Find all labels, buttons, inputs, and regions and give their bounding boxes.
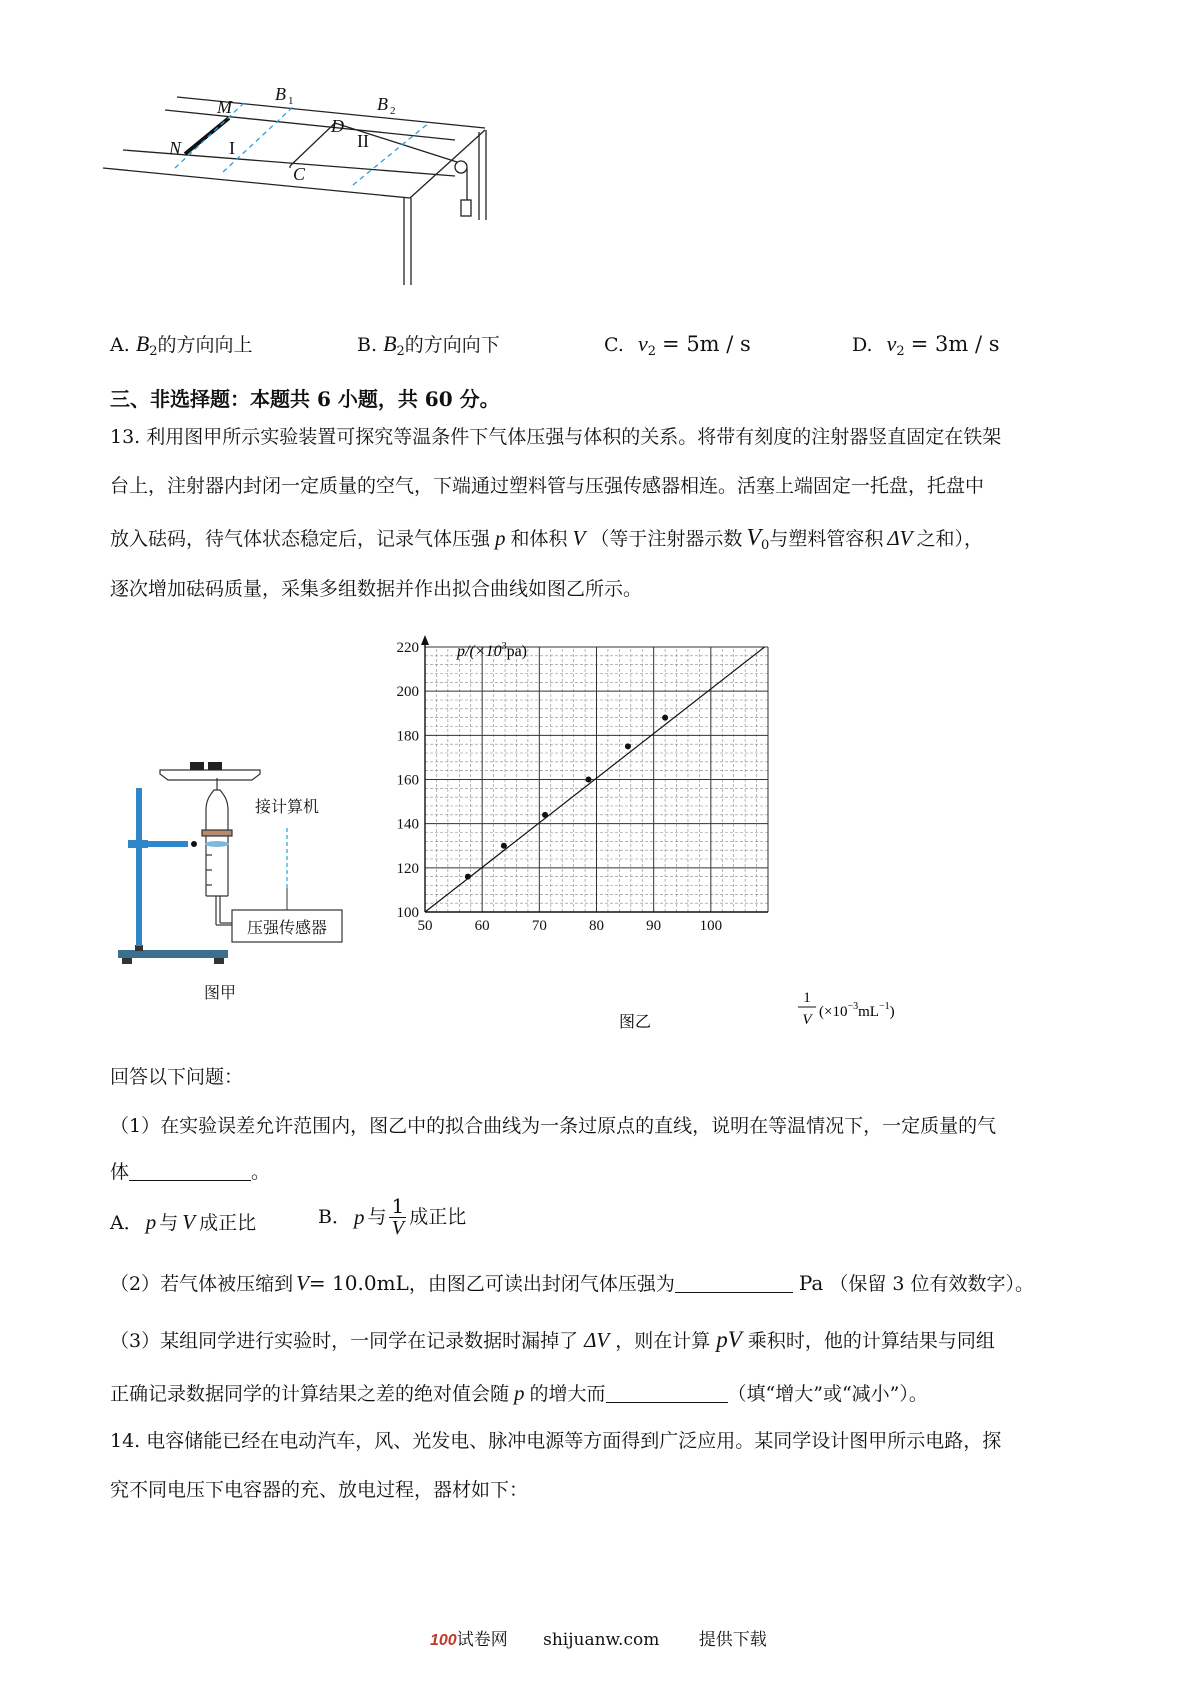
label-B1-sub: 1	[288, 95, 294, 107]
chart-y-label: $p/(\times 10^3pa)$	[457, 641, 528, 660]
chart-ticks	[397, 640, 723, 934]
computer-label: 接计算机	[254, 799, 320, 816]
y-tick-label: 160	[396, 772, 419, 789]
x-tick-label: 50	[417, 918, 433, 934]
x-tick-label: 100	[699, 918, 723, 934]
x-tick-label: 90	[646, 918, 662, 934]
answer-intro: 回答以下问题：	[110, 1066, 244, 1088]
chart-x-label	[798, 990, 895, 1028]
footer-tail: 提供下载	[698, 1630, 767, 1650]
data-point	[625, 743, 631, 749]
svg-text:(×10−3mL−1): $(\times 10^{-3}mL^{-1})$	[819, 1001, 895, 1020]
label-B2-sub: 2	[390, 105, 396, 117]
y-tick-label: 140	[396, 816, 419, 833]
q13-sub3-line-2: 正确记录数据同学的计算结果之差的绝对值会随 p 的增大而 （填“增大”或“减小”）。	[110, 1381, 928, 1405]
pressure-chart	[395, 635, 935, 1035]
q14-line-2: 究不同电压下电容器的充、放电过程，器材如下：	[110, 1479, 529, 1501]
q13-line-1: 13. 利用图甲所示实验装置可探究等温条件下气体压强与体积的关系。将带有刻度的注射器竖直固定在铁架	[110, 426, 1002, 448]
label-region-1: I	[229, 138, 235, 158]
footer-logo: 100	[430, 1632, 457, 1649]
q13-line-3: 放入砝码，待气体状态稳定后，记录气体压强 p 和体积 V （等于注射器示数 $V_0$与塑料管容积 ΔV 之和），	[110, 525, 984, 553]
x-tick-label: 60	[474, 918, 490, 934]
chart-axes	[421, 635, 768, 912]
option-a[interactable]: A. $B_2$的方向向上	[110, 331, 253, 359]
y-axis-arrow	[421, 635, 429, 645]
q13-sub2: （2）若气体被压缩到 V= 10.0mL，由图乙可读出封闭气体压强为 Pa （保留 3 位有效数字）。	[110, 1271, 1034, 1295]
x-tick-label: 70	[531, 918, 547, 934]
y-tick-label: 100	[396, 905, 419, 921]
q14-line-1: 14. 电容储能已经在电动汽车，风、光发电、脉冲电源等方面得到广泛应用。某同学设计图甲所示电路，探	[110, 1430, 1002, 1452]
label-B1: B	[275, 84, 286, 104]
apparatus-figure	[110, 760, 380, 1010]
data-point	[465, 874, 471, 880]
x-tick-label: 80	[589, 918, 604, 934]
footer-name: 试卷网	[456, 1630, 508, 1650]
svg-text:1: 1	[803, 990, 811, 1006]
label-region-2: II	[357, 131, 369, 151]
q13-line-4: 逐次增加砝码质量，采集多组数据并作出拟合曲线如图乙所示。	[110, 578, 643, 600]
label-D: D	[331, 116, 344, 136]
answer-blank-1[interactable]	[129, 1162, 251, 1181]
option-d[interactable]: D. $v_2 = 3m / s$	[852, 331, 1000, 359]
y-tick-label: 200	[396, 684, 419, 701]
answer-blank-3[interactable]	[606, 1384, 728, 1403]
svg-text:V: V	[802, 1012, 812, 1028]
data-point	[501, 843, 507, 849]
q13-line-2: 台上，注射器内封闭一定质量的空气，下端通过塑料管与压强传感器相连。活塞上端固定一托盘，托盘中	[110, 475, 985, 497]
label-C: C	[293, 164, 306, 184]
q13-option-b[interactable]: B． p 与 $\frac{1}{V}$ 成正比	[318, 1194, 467, 1239]
y-tick-label: 220	[396, 640, 419, 656]
chart-caption: 图乙	[618, 1014, 652, 1031]
option-b[interactable]: B. $B_2$的方向向下	[357, 331, 500, 359]
footer	[430, 1625, 767, 1650]
figure-jia-caption: 图甲	[203, 985, 237, 1002]
option-c[interactable]: C. $v_2 = 5m / s$	[604, 331, 751, 359]
y-tick-label: 180	[396, 728, 419, 745]
data-point	[542, 812, 548, 818]
y-tick-label: 120	[396, 860, 419, 877]
data-point	[585, 777, 591, 783]
label-N: N	[169, 138, 182, 158]
rails-figure	[95, 80, 515, 290]
answer-blank-2[interactable]	[675, 1274, 793, 1293]
q13-sub3-line-1: （3）某组同学进行实验时，一同学在记录数据时漏掉了 ΔV ，则在计算 pV 乘积时，他的计算结果与同组	[110, 1327, 995, 1352]
data-point	[662, 715, 668, 721]
label-B2: B	[377, 94, 388, 114]
q13-sub1-line-1: （1）在实验误差允许范围内，图乙中的拟合曲线为一条过原点的直线，说明在等温情况下，一定质量的气	[110, 1115, 997, 1137]
label-M: M	[217, 97, 232, 117]
q13-sub1-line-2: 体 。	[110, 1161, 271, 1183]
section-heading: 三、非选择题：本题共 6 小题，共 60 分。	[110, 387, 500, 411]
footer-site[interactable]: shijuanw.com	[543, 1630, 660, 1650]
q13-option-a[interactable]: A． p 与 V 成正比	[110, 1210, 257, 1234]
sensor-label: 压强传感器	[246, 920, 328, 937]
